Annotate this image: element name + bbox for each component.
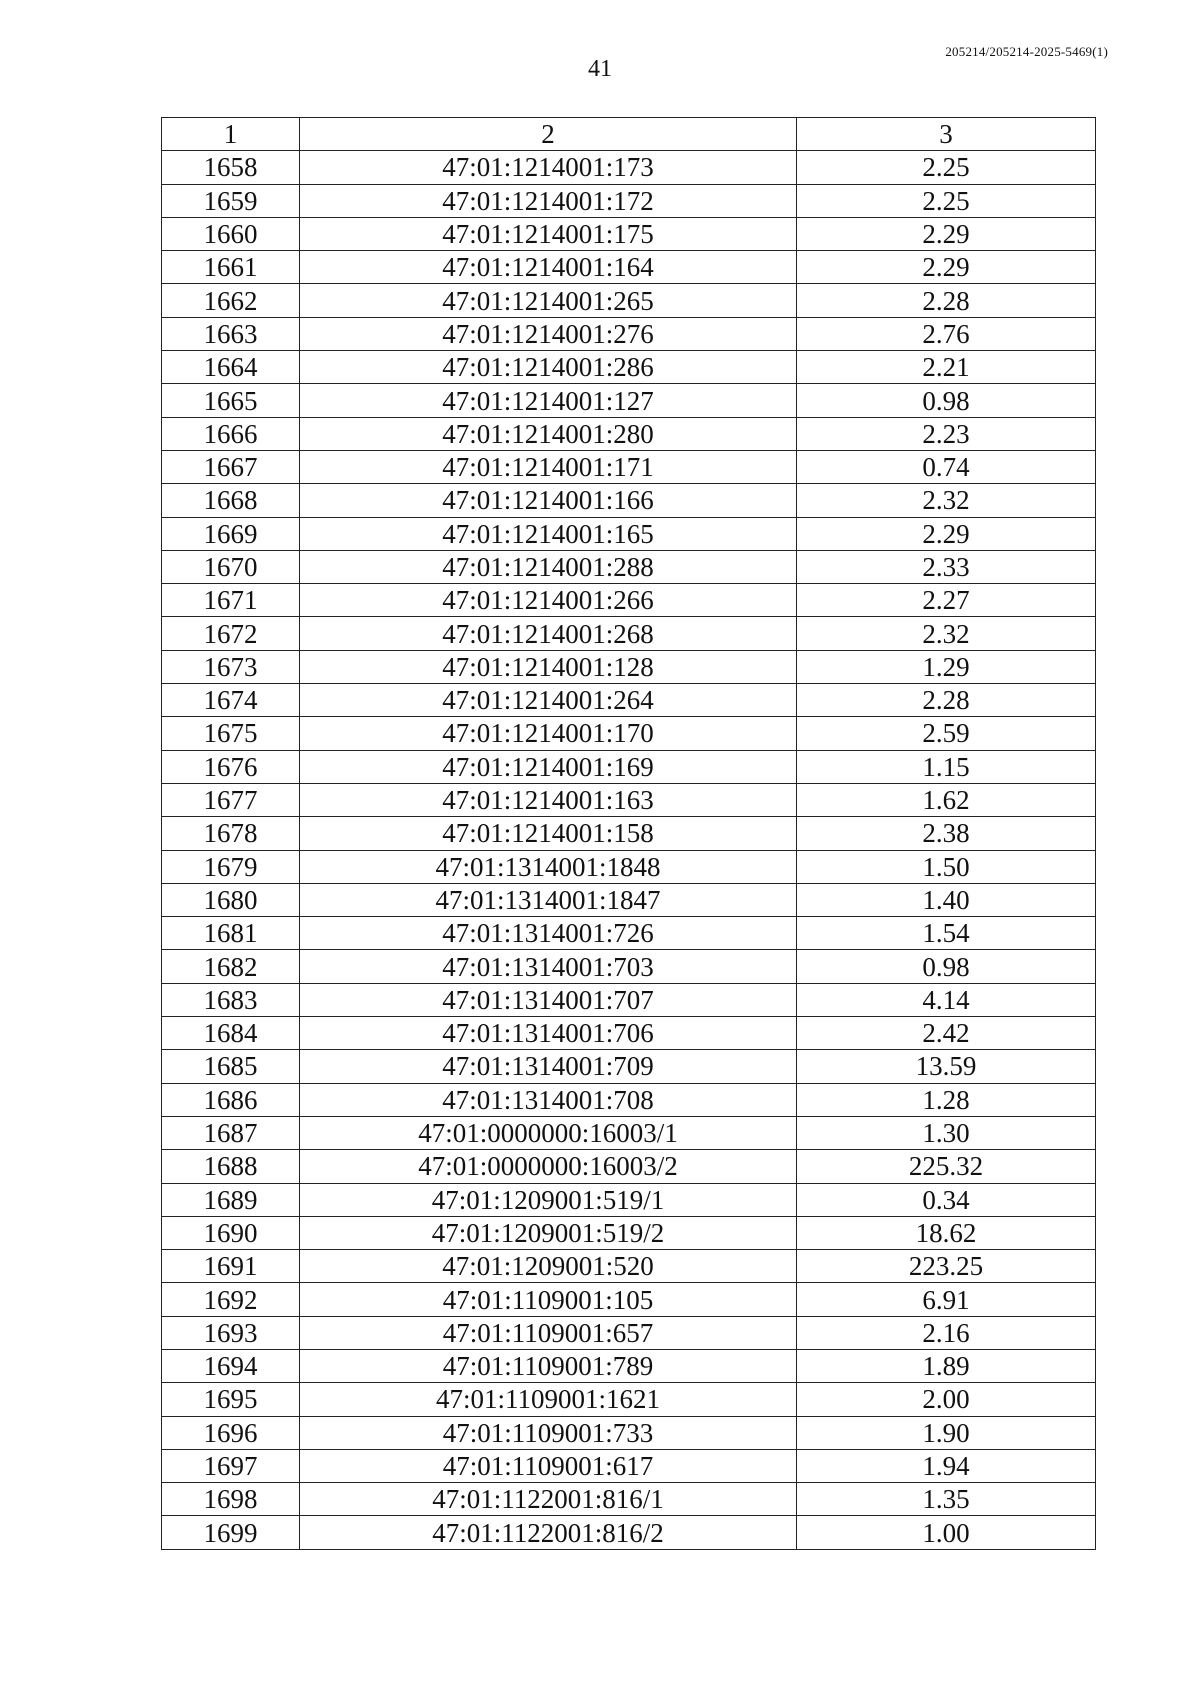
cadastral-number-cell: 47:01:1314001:707 (300, 983, 797, 1016)
table-row (162, 983, 1096, 1016)
row-number-cell: 1676 (162, 750, 300, 783)
table-row (162, 151, 1096, 184)
cadastral-number-cell: 47:01:1314001:1848 (300, 850, 797, 883)
table-row (162, 1116, 1096, 1149)
table-body (162, 151, 1096, 1549)
row-number-cell: 1689 (162, 1183, 300, 1216)
cadastral-number-cell: 47:01:1214001:175 (300, 217, 797, 250)
cadastral-number-cell: 47:01:1314001:708 (300, 1083, 797, 1116)
row-number-cell: 1698 (162, 1483, 300, 1516)
table-row (162, 384, 1096, 417)
value-cell: 1.50 (797, 850, 1096, 883)
row-number-cell: 1665 (162, 384, 300, 417)
cadastral-number-cell: 47:01:1109001:657 (300, 1316, 797, 1349)
table-row (162, 1017, 1096, 1050)
cadastral-number-cell: 47:01:1314001:703 (300, 950, 797, 983)
table-row (162, 217, 1096, 250)
table-header (162, 118, 1096, 151)
header-cell-1: 1 (162, 118, 300, 151)
row-number-cell: 1671 (162, 584, 300, 617)
table-row (162, 817, 1096, 850)
table-row (162, 351, 1096, 384)
table-row (162, 584, 1096, 617)
value-cell: 2.33 (797, 550, 1096, 583)
cadastral-number-cell: 47:01:1214001:268 (300, 617, 797, 650)
value-cell: 1.54 (797, 917, 1096, 950)
cadastral-number-cell: 47:01:1209001:519/2 (300, 1216, 797, 1249)
cadastral-number-cell: 47:01:1214001:276 (300, 317, 797, 350)
cadastral-number-cell: 47:01:1109001:617 (300, 1449, 797, 1482)
cadastral-number-cell: 47:01:1214001:265 (300, 284, 797, 317)
value-cell: 6.91 (797, 1283, 1096, 1316)
value-cell: 2.16 (797, 1316, 1096, 1349)
cadastral-number-cell: 47:01:1209001:519/1 (300, 1183, 797, 1216)
cadastral-number-cell: 47:01:1214001:165 (300, 517, 797, 550)
value-cell: 2.42 (797, 1017, 1096, 1050)
value-cell: 18.62 (797, 1216, 1096, 1249)
cadastral-number-cell: 47:01:0000000:16003/2 (300, 1150, 797, 1183)
row-number-cell: 1669 (162, 517, 300, 550)
table-row (162, 1050, 1096, 1083)
table-row (162, 783, 1096, 816)
cadastral-number-cell: 47:01:1122001:816/1 (300, 1483, 797, 1516)
value-cell: 2.25 (797, 151, 1096, 184)
row-number-cell: 1677 (162, 783, 300, 816)
value-cell: 1.40 (797, 883, 1096, 916)
header-cell-2: 2 (300, 118, 797, 151)
cadastral-number-cell: 47:01:1214001:171 (300, 450, 797, 483)
value-cell: 2.76 (797, 317, 1096, 350)
row-number-cell: 1687 (162, 1116, 300, 1149)
row-number-cell: 1690 (162, 1216, 300, 1249)
table-row (162, 450, 1096, 483)
cadastral-number-cell: 47:01:1214001:170 (300, 717, 797, 750)
row-number-cell: 1681 (162, 917, 300, 950)
value-cell: 4.14 (797, 983, 1096, 1016)
table-row (162, 1483, 1096, 1516)
value-cell: 2.59 (797, 717, 1096, 750)
table-row (162, 517, 1096, 550)
cadastral-number-cell: 47:01:1214001:266 (300, 584, 797, 617)
table-row (162, 1449, 1096, 1482)
cadastral-number-cell: 47:01:1214001:127 (300, 384, 797, 417)
value-cell: 0.98 (797, 950, 1096, 983)
row-number-cell: 1666 (162, 417, 300, 450)
row-number-cell: 1664 (162, 351, 300, 384)
row-number-cell: 1679 (162, 850, 300, 883)
value-cell: 2.32 (797, 617, 1096, 650)
value-cell: 2.32 (797, 484, 1096, 517)
table-row (162, 1183, 1096, 1216)
cadastral-number-cell: 47:01:1209001:520 (300, 1250, 797, 1283)
value-cell: 1.29 (797, 650, 1096, 683)
value-cell: 2.23 (797, 417, 1096, 450)
cadastral-number-cell: 47:01:1109001:105 (300, 1283, 797, 1316)
value-cell: 1.15 (797, 750, 1096, 783)
value-cell: 2.28 (797, 684, 1096, 717)
table-row (162, 1283, 1096, 1316)
cadastral-number-cell: 47:01:1214001:280 (300, 417, 797, 450)
cadastral-number-cell: 47:01:1214001:163 (300, 783, 797, 816)
table-row (162, 1216, 1096, 1249)
table-row (162, 684, 1096, 717)
cadastral-number-cell: 47:01:1214001:288 (300, 550, 797, 583)
document-reference: 205214/205214-2025-5469(1) (945, 44, 1108, 59)
table-row (162, 1416, 1096, 1449)
value-cell: 2.38 (797, 817, 1096, 850)
row-number-cell: 1691 (162, 1250, 300, 1283)
row-number-cell: 1693 (162, 1316, 300, 1349)
value-cell: 2.25 (797, 184, 1096, 217)
row-number-cell: 1684 (162, 1017, 300, 1050)
table-row (162, 284, 1096, 317)
table-row (162, 550, 1096, 583)
table-row (162, 1150, 1096, 1183)
value-cell: 1.94 (797, 1449, 1096, 1482)
value-cell: 2.29 (797, 517, 1096, 550)
cadastral-number-cell: 47:01:1214001:169 (300, 750, 797, 783)
header-cell-3: 3 (797, 118, 1096, 151)
row-number-cell: 1675 (162, 717, 300, 750)
table-row (162, 850, 1096, 883)
cadastral-number-cell: 47:01:1314001:706 (300, 1017, 797, 1050)
data-table (161, 117, 1096, 1550)
value-cell: 1.62 (797, 783, 1096, 816)
value-cell: 2.27 (797, 584, 1096, 617)
row-number-cell: 1678 (162, 817, 300, 850)
cadastral-number-cell: 47:01:1214001:173 (300, 151, 797, 184)
row-number-cell: 1661 (162, 251, 300, 284)
cadastral-number-cell: 47:01:1122001:816/2 (300, 1516, 797, 1549)
row-number-cell: 1673 (162, 650, 300, 683)
table-row (162, 917, 1096, 950)
row-number-cell: 1688 (162, 1150, 300, 1183)
cadastral-number-cell: 47:01:0000000:16003/1 (300, 1116, 797, 1149)
cadastral-number-cell: 47:01:1214001:166 (300, 484, 797, 517)
value-cell: 2.29 (797, 217, 1096, 250)
value-cell: 223.25 (797, 1250, 1096, 1283)
value-cell: 1.35 (797, 1483, 1096, 1516)
row-number-cell: 1695 (162, 1383, 300, 1416)
value-cell: 1.89 (797, 1349, 1096, 1382)
table-row (162, 883, 1096, 916)
table-row (162, 184, 1096, 217)
table-row (162, 950, 1096, 983)
table-row (162, 1250, 1096, 1283)
cadastral-number-cell: 47:01:1214001:158 (300, 817, 797, 850)
cadastral-number-cell: 47:01:1314001:1847 (300, 883, 797, 916)
cadastral-number-cell: 47:01:1109001:1621 (300, 1383, 797, 1416)
cadastral-number-cell: 47:01:1214001:172 (300, 184, 797, 217)
value-cell: 0.98 (797, 384, 1096, 417)
table-row (162, 251, 1096, 284)
table-row (162, 1383, 1096, 1416)
row-number-cell: 1660 (162, 217, 300, 250)
row-number-cell: 1692 (162, 1283, 300, 1316)
row-number-cell: 1668 (162, 484, 300, 517)
cadastral-number-cell: 47:01:1214001:264 (300, 684, 797, 717)
row-number-cell: 1685 (162, 1050, 300, 1083)
row-number-cell: 1662 (162, 284, 300, 317)
table-row (162, 717, 1096, 750)
page-number: 41 (588, 56, 612, 82)
value-cell: 2.28 (797, 284, 1096, 317)
cadastral-number-cell: 47:01:1214001:286 (300, 351, 797, 384)
row-number-cell: 1672 (162, 617, 300, 650)
row-number-cell: 1659 (162, 184, 300, 217)
row-number-cell: 1674 (162, 684, 300, 717)
row-number-cell: 1663 (162, 317, 300, 350)
row-number-cell: 1697 (162, 1449, 300, 1482)
row-number-cell: 1694 (162, 1349, 300, 1382)
value-cell: 0.74 (797, 450, 1096, 483)
table-row (162, 417, 1096, 450)
value-cell: 1.00 (797, 1516, 1096, 1549)
table-row (162, 617, 1096, 650)
cadastral-number-cell: 47:01:1314001:709 (300, 1050, 797, 1083)
row-number-cell: 1658 (162, 151, 300, 184)
row-number-cell: 1699 (162, 1516, 300, 1549)
value-cell: 225.32 (797, 1150, 1096, 1183)
table-row (162, 1083, 1096, 1116)
value-cell: 1.30 (797, 1116, 1096, 1149)
value-cell: 2.29 (797, 251, 1096, 284)
table-row (162, 484, 1096, 517)
value-cell: 1.90 (797, 1416, 1096, 1449)
row-number-cell: 1682 (162, 950, 300, 983)
table-row (162, 317, 1096, 350)
value-cell: 0.34 (797, 1183, 1096, 1216)
value-cell: 1.28 (797, 1083, 1096, 1116)
value-cell: 2.00 (797, 1383, 1096, 1416)
row-number-cell: 1670 (162, 550, 300, 583)
cadastral-number-cell: 47:01:1109001:733 (300, 1416, 797, 1449)
table-row (162, 650, 1096, 683)
row-number-cell: 1667 (162, 450, 300, 483)
cadastral-number-cell: 47:01:1214001:128 (300, 650, 797, 683)
row-number-cell: 1683 (162, 983, 300, 1016)
cadastral-number-cell: 47:01:1214001:164 (300, 251, 797, 284)
row-number-cell: 1680 (162, 883, 300, 916)
value-cell: 13.59 (797, 1050, 1096, 1083)
table-row (162, 750, 1096, 783)
table-row (162, 1349, 1096, 1382)
cadastral-number-cell: 47:01:1314001:726 (300, 917, 797, 950)
table-row (162, 1516, 1096, 1549)
table-row (162, 1316, 1096, 1349)
row-number-cell: 1696 (162, 1416, 300, 1449)
value-cell: 2.21 (797, 351, 1096, 384)
row-number-cell: 1686 (162, 1083, 300, 1116)
header-row (162, 118, 1096, 151)
cadastral-number-cell: 47:01:1109001:789 (300, 1349, 797, 1382)
